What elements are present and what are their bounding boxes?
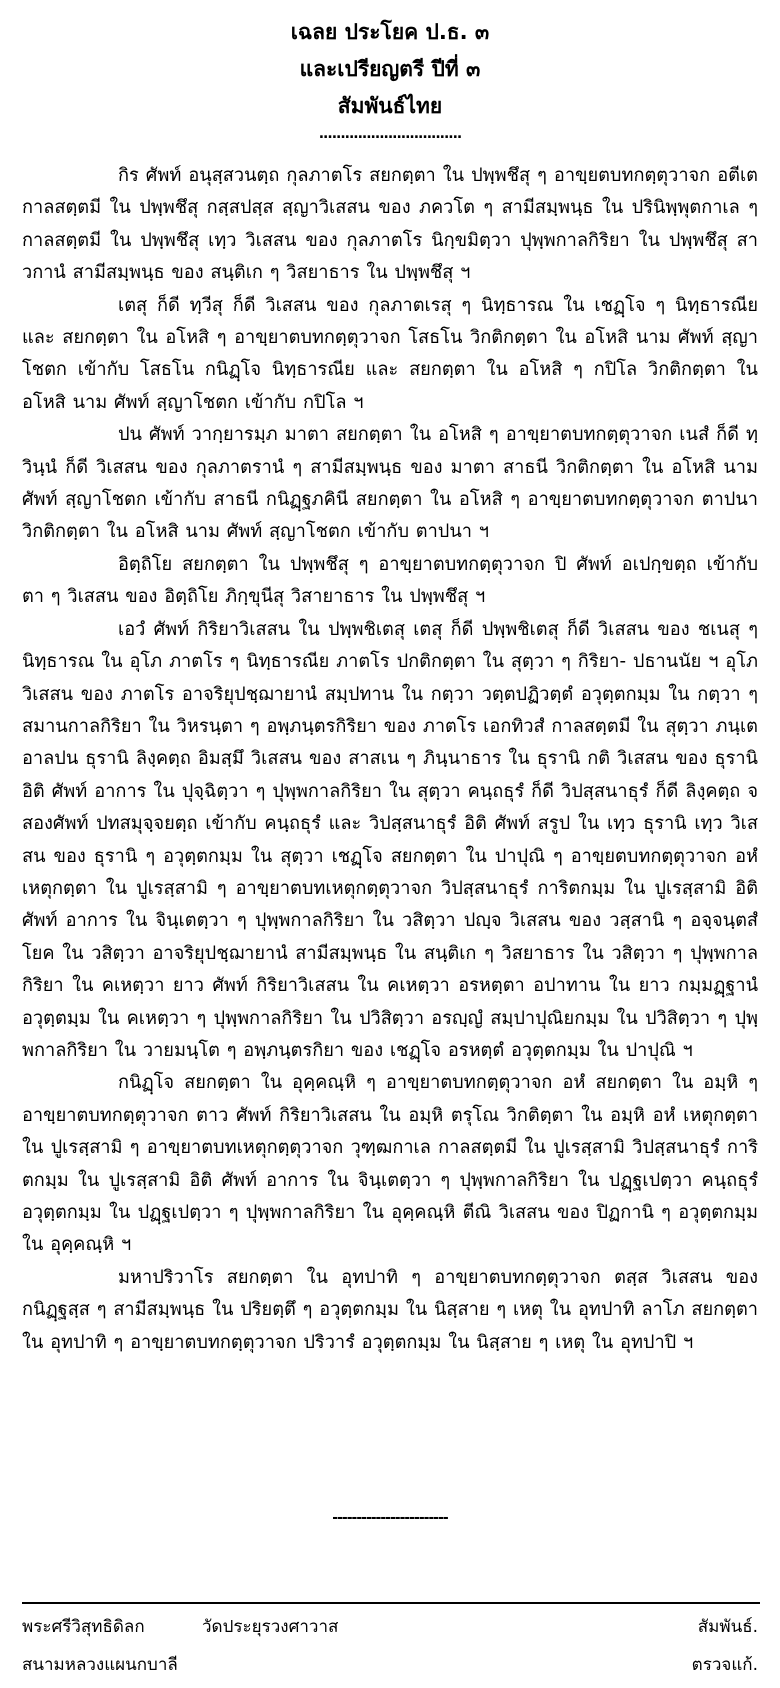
end-separator: ------------------------ — [332, 1510, 448, 1526]
footer-status: ตรวจแก้. — [691, 1655, 758, 1675]
document-body — [22, 160, 758, 1359]
footer-signer: พระศรีวิสุทธิดิลก — [22, 1617, 145, 1637]
paragraph-4: อิตฺถิโย สยกตฺตา ใน ปพฺพชึสุ ๆ อาขฺยาตบทกตฺตุวาจก ปิ ศัพท์ อเปกฺขตฺถ เข้ากับ ตา ๆ วิเสสน ของ อิตฺถิโย ภิกฺขุนีสุ วิสายาธาร ใน ปพฺพชึสุ ฯ — [22, 553, 758, 608]
header-separator: ................................. — [318, 126, 462, 142]
document-header — [0, 14, 780, 141]
paragraph-2: เตสุ ก็ดี ทฺวีสุ ก็ดี วิเสสน ของ กุลภาตเรสุ ๆ นิทฺธารณ ใน เชฏฺโจ ๆ นิทฺธารณีย และ สยกตฺตา ใน อโหสิ ๆ อาขฺยาตบทกตฺตุวาจก โสธโน วิกติกตฺตา ใน อโหสิ นาม ศัพท์ สฺญาโชตก เข้ากับ โสธโน กนิฏฺโจ นิทฺธารณีย และ สยกตฺตา ใน อโหสิ ๆ กปิโล วิกติกตฺตา ใน อโหสิ นาม ศัพท์ สฺญาโชตก เข้ากับ กปิโล ฯ — [22, 294, 758, 413]
footer-temple: วัดประยุรวงศาวาส — [202, 1617, 339, 1637]
header-title-line-2: และเปรียญตรี ปีที่ ๓ — [299, 57, 481, 81]
paragraph-7: มหาปริวาโร สยกตฺตา ใน อุทปาทิ ๆ อาขฺยาตบทกตฺตุวาจก ตสฺส วิเสสน ของ กนิฏฺฐสฺส ๆ สามีสมฺพนฺธ ใน ปริยตฺตึ ๆ อวุตฺตกมฺม ใน นิสฺสาย ๆ เหตุ ใน อุทปาทิ ลาโภ สยกตฺตา ใน อุทปาทิ ๆ อาขฺยาตบทกตฺตุวาจก ปริวารํ อวุตฺตกมฺม ใน นิสฺสาย ๆ เหตุ ใน อุทปาปิ ฯ — [22, 1266, 758, 1353]
paragraph-6: กนิฏฺโจ สยกตฺตา ใน อุคฺคณฺหิ ๆ อาขฺยาตบทกตฺตุวาจก อหํ สยกตฺตา ใน อมฺหิ ๆ อาขฺยาตบทกตฺตุวาจก ตาว ศัพท์ กิริยาวิเสสน ใน อมฺหิ ตรุโณ วิกติตฺตา ใน อมฺหิ อหํ เหตุกตฺตา ใน ปูเรสฺสามิ ๆ อาขฺยาตบทเหตุกตฺตุวาจก วุฑฺฒกาเล กาลสตฺตมี ใน ปูเรสฺสามิ วิปสฺสนาธุรํ การิตกมฺม ใน ปูเรสฺสามิ อิติ ศัพท์ อาการ ใน จินฺเตตฺวา ๆ ปุพฺพกาลกิริยา ใน ปฏฺฐเปตฺวา คนฺถธุรํ อวุตฺตกมฺม ใน ปฏฺฐเปตฺวา ๆ ปุพฺพกาลกิริยา ใน อุคฺคณฺหิ ตีณิ วิเสสน ของ ปิฏกานิ ๆ อวุตฺตกมฺม ใน อุคฺคณฺหิ ฯ — [22, 1072, 758, 1256]
header-title-line-3: สัมพันธ์ไทย — [337, 94, 443, 118]
paragraph-1: กิร ศัพท์ อนุสฺสวนตฺถ กุลภาตโร สยกตฺตา ใน ปพฺพชึสุ ๆ อาขฺยตบทกตฺตุวาจก อตีเต กาลสตฺตมี ใน ปพฺพชึสุ กสฺสปสฺส สฺญาวิเสสน ของ ภควโต ๆ สามีสมฺพนฺธ ใน ปรินิพฺพุตกาเล ๆ กาลสตฺตมี ใน ปพฺพชึสุ เทฺว วิเสสน ของ กุลภาตโร นิกฺขมิตฺวา ปุพฺพกาลกิริยา ใน ปพฺพชึสุ สาวกานํ สามีสมฺพนฺธ ของ สนฺติเก ๆ วิสยาธาร ใน ปพฺพชึสุ ฯ — [22, 165, 758, 284]
paragraph-5: เอวํ ศัพท์ กิริยาวิเสสน ใน ปพฺพชิเตสุ เตสุ ก็ดี ปพฺพชิเตสุ ก็ดี วิเสสน ของ ชเนสุ ๆ นิทฺธารณ ใน อุโภ ภาตโร ๆ นิทฺธารณีย ภาตโร ปกติกตฺตา ใน สุตฺวา ๆ กิริยา- ปธานนัย ฯ อุโภ วิเสสน ของ ภาตโร อาจริยุปชฺฌายานํ สมฺปทาน ใน กตฺวา วตฺตปฏิวตฺตํ อวุตฺตกมฺม ใน กตฺวา ๆ สมานกาลกิริยา ใน วิหรนฺตา ๆ อพฺภนฺตรกิริยา ของ ภาตโร เอกทิวสํ กาลสตฺตมี ใน สุตฺวา ภนฺเต อาลปน ธุรานิ ลิงฺคตฺถ อิมสฺมึ วิเสสน ของ สาสเน ๆ ภินฺนาธาร ใน ธุรานิ กติ วิเสสน ของ ธุรานิ อิติ ศัพท์ อาการ ใน ปุจฺฉิตฺวา ๆ ปุพฺพกาลกิริยา ใน สุตฺวา คนฺถธุรํ ก็ดี วิปสฺสนาธุรํ ก็ดี ลิงฺคตฺถ จ สองศัพท์ ปทสมุจฺจยตฺถ เข้ากับ คนฺถธุรํ และ วิปสฺสนาธุรํ อิติ ศัพท์ สรูป ใน เทฺว ธุรานิ เทฺว วิเสสน ของ ธุรานิ ๆ อวุตฺตกมฺม ใน สุตฺวา เชฏฺโจ สยกตฺตา ใน ปาปุณิ ๆ อาขฺยตบทกตฺตุวาจก อหํ เหตุกตฺตา ใน ปูเรสฺสามิ ๆ อาขฺยาตบทเหตุกตฺตุวาจก วิปสฺสนาธุรํ การิตกมฺม ใน ปูเรสฺสามิ อิติ ศัพท์ อาการ ใน จินฺเตตฺวา ๆ ปุพฺพกาลกิริยา ใน วสิตฺวา ปญฺจ วิเสสน ของ วสฺสานิ ๆ อจฺจนฺตสํโยค ใน วสิตฺวา อาจริยุปชฺฌายานํ สามีสมฺพนฺธ ใน สนฺติเก ๆ วิสยาธาร ใน วสิตฺวา ๆ ปุพฺพกาลกิริยา ใน คเหตฺวา ยาว ศัพท์ กิริยาวิเสสน ใน คเหตฺวา อรหตฺตา อปาทาน ใน ยาว กมฺมฏฺฐานํ อวุตฺตมฺม ใน คเหตฺวา ๆ ปุพฺพกาลกิริยา ใน ปวิสิตฺวา อรญฺญํ สมฺปาปุณิยกมฺม ใน ปวิสิตฺวา ๆ ปุพฺพกาลกิริยา ใน วายมนฺโต ๆ อพฺภนฺตรกิยา ของ เชฏฺโจ อรหตฺตํ อวุตฺตกมฺม ใน ปาปุณิ ฯ — [22, 618, 758, 1061]
paragraph-3: ปน ศัพท์ วากฺยารมฺภ มาตา สยกตฺตา ใน อโหสิ ๆ อาขฺยาตบทกตฺตุวาจก เนสํ ก็ดี ทฺวินฺนํ ก็ดี วิเสสน ของ กุลภาตรานํ ๆ สามีสมฺพนฺธ ของ มาตา สาธนี วิกติกตฺตา ใน อโหสิ นาม ศัพท์ สฺญาโชตก เข้ากับ สาธนี กนิฏฺฐภคินี สยกตฺตา ใน อโหสิ ๆ อาขฺยาตบทกตฺตุวาจก ตาปนา วิกติกตฺตา ใน อโหสิ นาม ศัพท์ สฺญาโชตก เข้ากับ ตาปนา ฯ — [22, 424, 758, 543]
footer-department: สนามหลวงแผนกบาลี — [22, 1655, 178, 1675]
footer-subject: สัมพันธ์. — [697, 1617, 758, 1637]
header-title-line-1: เฉลย ประโยค ป.ธ. ๓ — [290, 20, 490, 44]
footer-divider — [22, 1602, 760, 1604]
